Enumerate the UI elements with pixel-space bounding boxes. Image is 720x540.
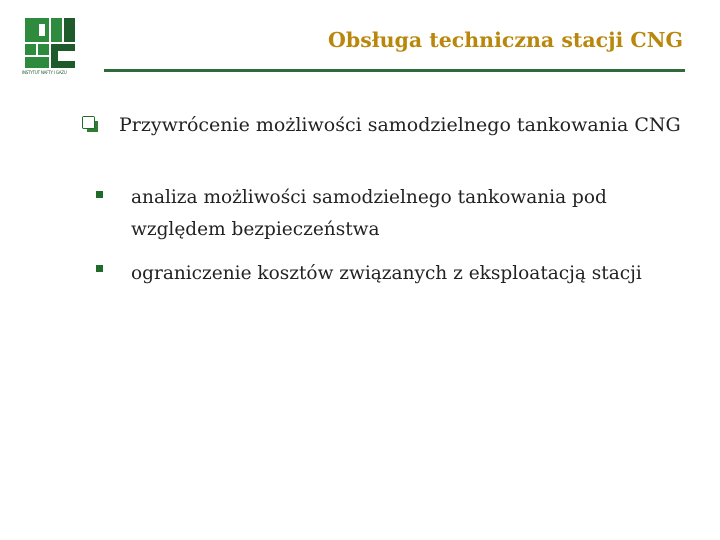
filled-square-bullet-icon [96, 191, 103, 198]
logo-caption: INSTYTUT NAFTY I GAZU [22, 70, 67, 75]
sub-bullet-text: analiza możliwości samodzielnego tankowania pod względem bezpieczeństwa [131, 187, 607, 240]
hollow-square-bullet-icon [82, 116, 95, 129]
institute-logo [22, 18, 78, 78]
filled-square-bullet-icon [96, 265, 103, 272]
sub-bullet-text: ograniczenie kosztów związanych z eksploatacją stacji [131, 263, 642, 284]
slide-title: Obsługa techniczna stacji CNG [328, 28, 683, 52]
bullet-text: Przywrócenie możliwości samodzielnego tankowania CNG [119, 114, 681, 136]
title-divider [104, 69, 685, 72]
institute-logo-icon [25, 18, 75, 68]
